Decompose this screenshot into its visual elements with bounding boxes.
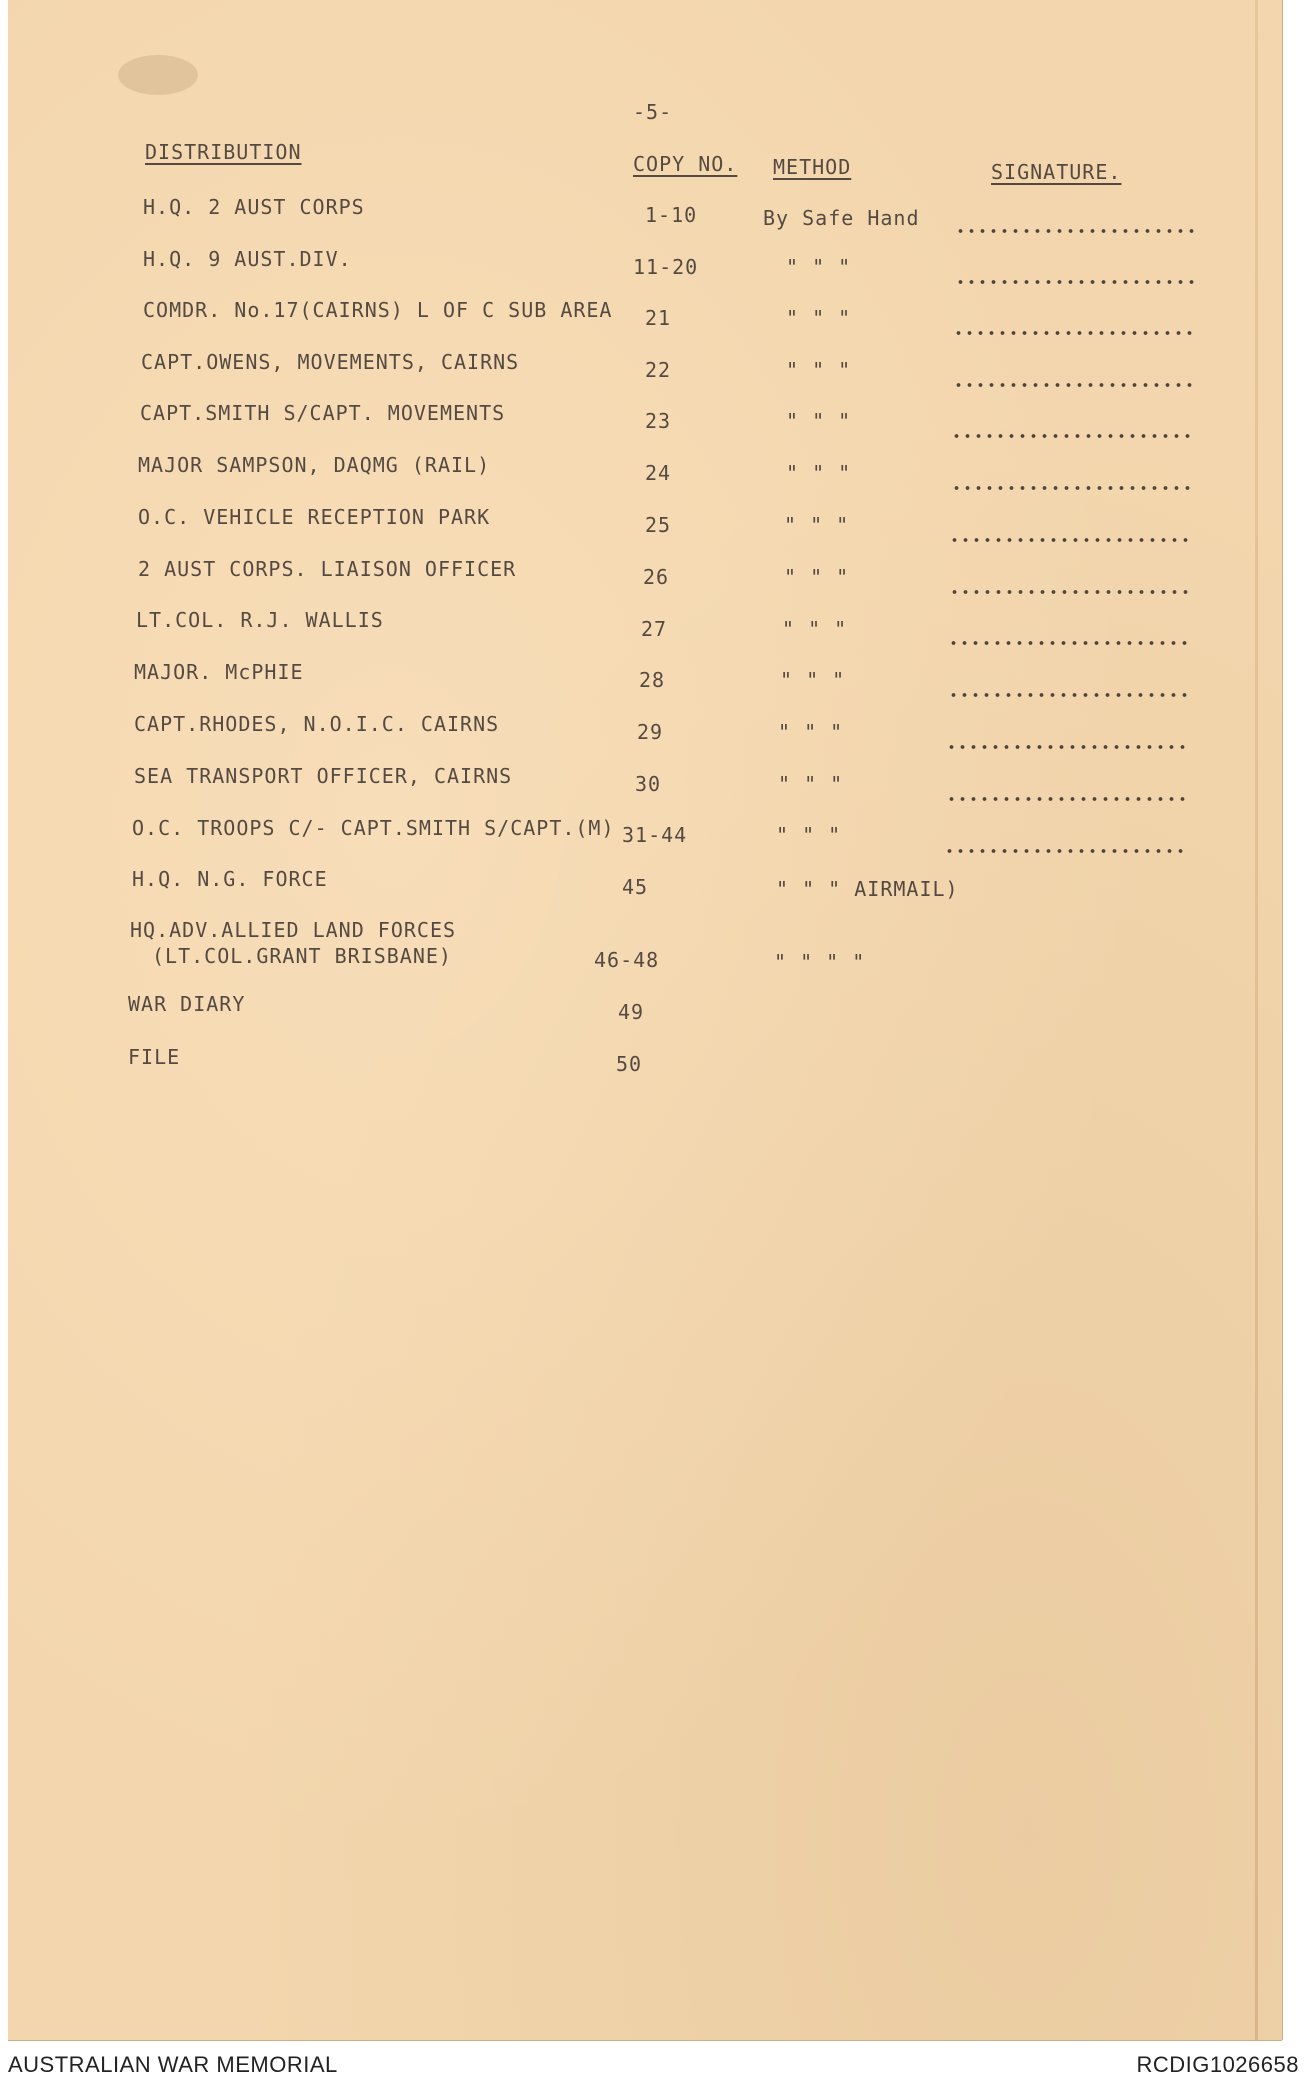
method-text: " " "	[786, 409, 852, 433]
distribution-name: HQ.ADV.ALLIED LAND FORCES	[130, 918, 457, 942]
signature-line	[953, 382, 1193, 388]
copy-number: 31-44	[622, 823, 688, 847]
signature-line	[944, 848, 1184, 854]
signature-line	[949, 537, 1189, 543]
method-text: " " "	[786, 255, 852, 279]
copy-number: 1-10	[645, 203, 698, 227]
method-text: " " " "	[774, 950, 866, 974]
copy-number: 50	[616, 1052, 643, 1076]
distribution-name: FILE	[128, 1045, 181, 1069]
signature-line	[955, 279, 1195, 285]
signature-line	[948, 640, 1188, 646]
header-distribution: DISTRIBUTION	[145, 140, 302, 164]
distribution-name: H.Q. 9 AUST.DIV.	[143, 247, 352, 271]
method-text: " " "	[782, 617, 848, 641]
copy-number: 30	[635, 772, 662, 796]
distribution-name: O.C. TROOPS C/- CAPT.SMITH S/CAPT.(M)	[132, 816, 615, 840]
copy-number: 25	[645, 513, 672, 537]
signature-line	[946, 796, 1186, 802]
distribution-name: H.Q. N.G. FORCE	[132, 867, 328, 891]
signature-line	[953, 330, 1193, 336]
signature-line	[951, 485, 1191, 491]
method-text: " " "	[778, 720, 844, 744]
header-signature: SIGNATURE.	[991, 160, 1122, 184]
distribution-name-line2: (LT.COL.GRANT BRISBANE)	[152, 944, 452, 968]
page-edge	[1255, 0, 1258, 2040]
distribution-name: COMDR. No.17(CAIRNS) L OF C SUB AREA	[143, 298, 613, 322]
copy-number: 49	[618, 1000, 645, 1024]
copy-number: 46-48	[594, 948, 660, 972]
method-text: " " "	[778, 772, 844, 796]
method-text: " " "	[786, 358, 852, 382]
header-copy-no: COPY NO.	[633, 152, 738, 176]
copy-number: 11-20	[633, 255, 699, 279]
footer-id: RCDIG1026658	[1136, 2052, 1299, 2077]
copy-number: 24	[645, 461, 672, 485]
copy-number: 29	[637, 720, 664, 744]
signature-line	[948, 692, 1188, 698]
method-text: " " "	[776, 823, 842, 847]
copy-number: 45	[622, 875, 649, 899]
copy-number: 28	[639, 668, 666, 692]
copy-number: 26	[643, 565, 670, 589]
header-method: METHOD	[773, 155, 852, 179]
method-text: By Safe Hand	[763, 206, 920, 230]
paper-blemish	[118, 55, 198, 95]
distribution-name: WAR DIARY	[128, 992, 246, 1016]
copy-number: 22	[645, 358, 672, 382]
distribution-name: H.Q. 2 AUST CORPS	[143, 195, 365, 219]
method-text: " " "	[784, 513, 850, 537]
method-text: " " "	[780, 668, 846, 692]
distribution-name: MAJOR. McPHIE	[134, 660, 304, 684]
copy-number: 23	[645, 409, 672, 433]
method-text: " " "	[786, 461, 852, 485]
method-text: " " " AIRMAIL)	[776, 877, 959, 901]
signature-line	[946, 744, 1186, 750]
distribution-name: O.C. VEHICLE RECEPTION PARK	[138, 505, 491, 529]
copy-number: 21	[645, 306, 672, 330]
distribution-name: MAJOR SAMPSON, DAQMG (RAIL)	[138, 453, 491, 477]
method-text: " " "	[784, 565, 850, 589]
distribution-name: 2 AUST CORPS. LIAISON OFFICER	[138, 557, 517, 581]
copy-number: 27	[641, 617, 668, 641]
distribution-name: LT.COL. R.J. WALLIS	[136, 608, 384, 632]
signature-line	[951, 433, 1191, 439]
distribution-name: CAPT.RHODES, N.O.I.C. CAIRNS	[134, 712, 500, 736]
method-text: " " "	[786, 306, 852, 330]
signature-line	[949, 589, 1189, 595]
signature-line	[955, 228, 1195, 234]
distribution-name: CAPT.SMITH S/CAPT. MOVEMENTS	[140, 401, 506, 425]
footer-source: AUSTRALIAN WAR MEMORIAL	[8, 2052, 338, 2077]
distribution-name: SEA TRANSPORT OFFICER, CAIRNS	[134, 764, 513, 788]
distribution-name: CAPT.OWENS, MOVEMENTS, CAIRNS	[141, 350, 520, 374]
document-page	[8, 0, 1282, 2040]
page-number: -5-	[633, 100, 673, 124]
